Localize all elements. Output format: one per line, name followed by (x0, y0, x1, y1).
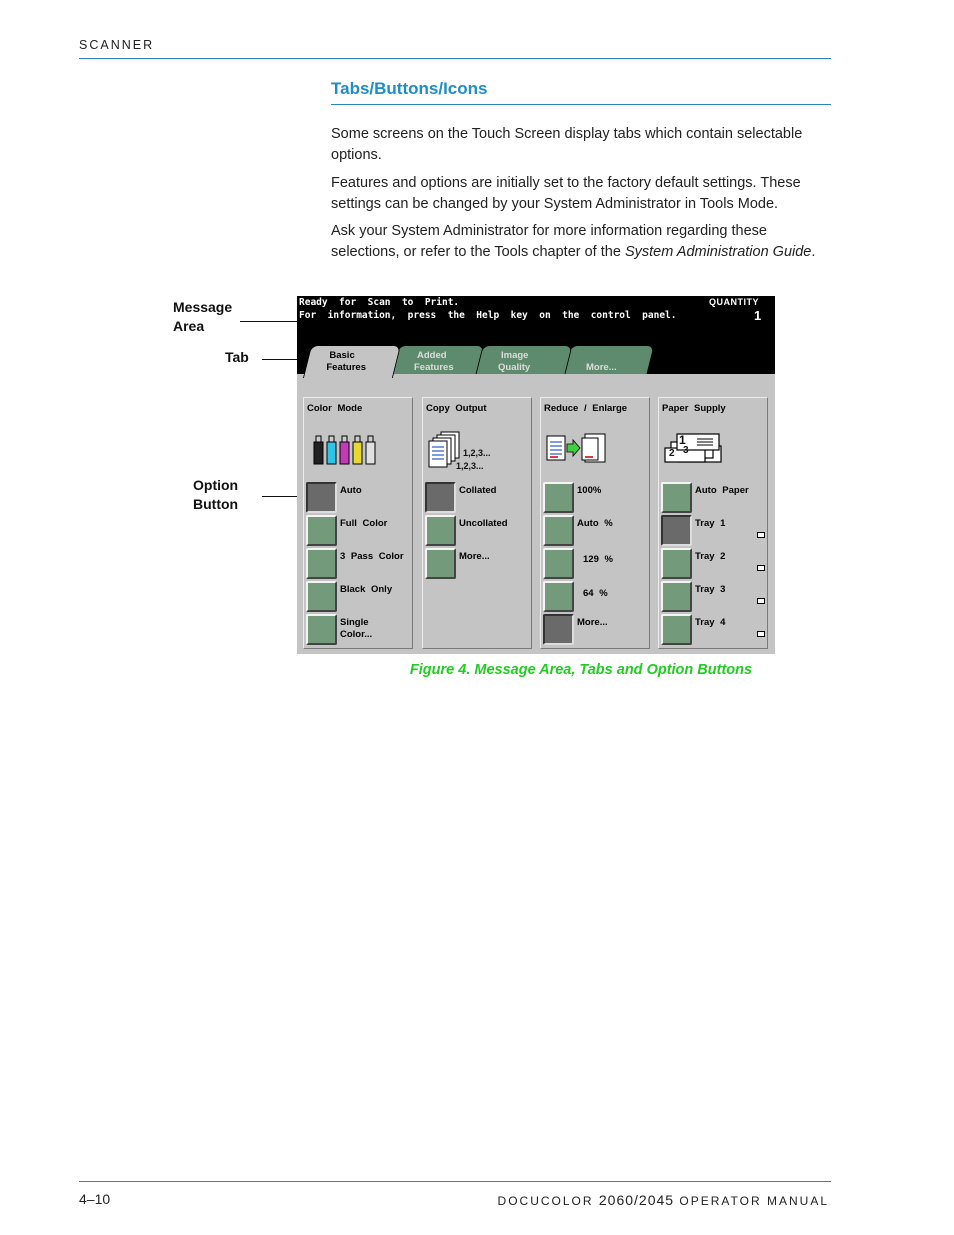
callout-tab: Tab (225, 349, 249, 365)
leader-line-tab (262, 359, 302, 360)
option-129-percent[interactable]: 129 % (543, 548, 647, 581)
paper-tray-number-1: 1 (679, 433, 686, 447)
paragraph-default-settings: Features and options are initially set to the factory default settings. These settings can be changed by your System Administrator in Tools Mode. (331, 175, 801, 212)
option-button[interactable] (661, 548, 692, 579)
reduce-enlarge-icon (545, 432, 609, 466)
option-button[interactable] (661, 581, 692, 612)
leader-line-message-area (240, 321, 297, 322)
tab-added-features[interactable]: Added Features (391, 345, 484, 375)
footer-rule (79, 1181, 831, 1182)
panel-paper-supply (658, 397, 768, 649)
callout-option-button: Option Button (193, 477, 239, 512)
option-copy-output-more[interactable]: More... (425, 548, 529, 581)
tab-more[interactable]: More... (563, 345, 654, 375)
option-button[interactable] (306, 515, 337, 546)
message-line-1: Ready for Scan to Print. (299, 297, 460, 308)
message-line-2: For information, press the Help key on the control panel. (299, 310, 677, 321)
toner-bottles-icon (312, 434, 376, 466)
figure-caption: Figure 4. Message Area, Tabs and Option Buttons (409, 662, 753, 678)
tray-paper-icon (757, 532, 765, 538)
option-button[interactable] (543, 548, 574, 579)
option-button[interactable] (306, 548, 337, 579)
option-button[interactable] (661, 515, 692, 546)
option-button[interactable] (425, 515, 456, 546)
option-button[interactable] (543, 515, 574, 546)
option-tray-2[interactable]: Tray 2 (661, 548, 765, 581)
option-tray-3[interactable]: Tray 3 (661, 581, 765, 614)
guide-title: System Administration Guide (624, 244, 812, 260)
section-title: Tabs/Buttons/Icons (331, 79, 488, 98)
option-tray-4[interactable]: Tray 4 (661, 614, 765, 647)
header-rule (79, 58, 831, 59)
running-head: SCANNER (79, 38, 155, 52)
option-uncollated[interactable]: Uncollated (425, 515, 529, 548)
tab-basic-features[interactable]: Basic Features (303, 345, 401, 378)
touch-screen-figure (297, 296, 775, 654)
option-button[interactable] (661, 614, 692, 645)
option-auto[interactable]: Auto (306, 482, 410, 515)
panel-copy-output (422, 397, 532, 649)
option-button[interactable] (661, 482, 692, 513)
tray-paper-icon (757, 631, 765, 637)
copy-output-sequence-1: 1,2,3... (463, 448, 491, 458)
option-3-pass-color[interactable]: 3 Pass Color (306, 548, 410, 581)
option-button[interactable] (306, 482, 337, 513)
quantity-value: 1 (754, 308, 762, 323)
option-button[interactable] (543, 482, 574, 513)
panel-reduce-enlarge (540, 397, 650, 649)
paper-tray-number-2: 2 (669, 448, 675, 459)
option-button[interactable] (306, 581, 337, 612)
tab-image-quality[interactable]: Image Quality (475, 345, 572, 375)
copy-output-sequence-2: 1,2,3... (456, 461, 484, 471)
section-title-rule (331, 104, 831, 105)
panel-title-copy-output: Copy Output (426, 403, 487, 414)
panel-title-paper-supply: Paper Supply (662, 403, 726, 414)
option-button[interactable] (425, 482, 456, 513)
option-tray-1[interactable]: Tray 1 (661, 515, 765, 548)
paragraph-ask-administrator: Ask your System Administrator for more information regarding these selections, or refer to the Tools chapter of the System Administration Guide. (331, 223, 816, 260)
option-auto-percent[interactable]: Auto % (543, 515, 647, 548)
tray-paper-icon (757, 598, 765, 604)
option-100-percent[interactable]: 100% (543, 482, 647, 515)
paper-tray-number-3: 3 (683, 445, 689, 456)
option-64-percent[interactable]: 64 % (543, 581, 647, 614)
option-full-color[interactable]: Full Color (306, 515, 410, 548)
panel-title-reduce-enlarge: Reduce / Enlarge (544, 403, 628, 414)
option-button[interactable] (306, 614, 337, 645)
panel-color-mode (303, 397, 413, 649)
option-collated[interactable]: Collated (425, 482, 529, 515)
quantity-label: QUANTITY (709, 297, 759, 307)
paragraph-touch-screen-tabs: Some screens on the Touch Screen display tabs which contain selectable options. (331, 126, 803, 163)
page-number: 4–10 (79, 1191, 111, 1207)
option-button[interactable] (543, 614, 574, 645)
option-button[interactable] (543, 581, 574, 612)
option-reduce-enlarge-more[interactable]: More... (543, 614, 647, 647)
tray-paper-icon (757, 565, 765, 571)
option-single-color[interactable]: Single Color... (306, 614, 410, 647)
callout-message-area: Message Area (173, 299, 233, 334)
panel-title-color-mode: Color Mode (307, 403, 363, 414)
option-black-only[interactable]: Black Only (306, 581, 410, 614)
footer-manual-title: DOCUCOLOR 2060/2045 OPERATOR MANUAL (497, 1192, 829, 1208)
option-auto-paper[interactable]: Auto Paper (661, 482, 765, 515)
option-button[interactable] (425, 548, 456, 579)
